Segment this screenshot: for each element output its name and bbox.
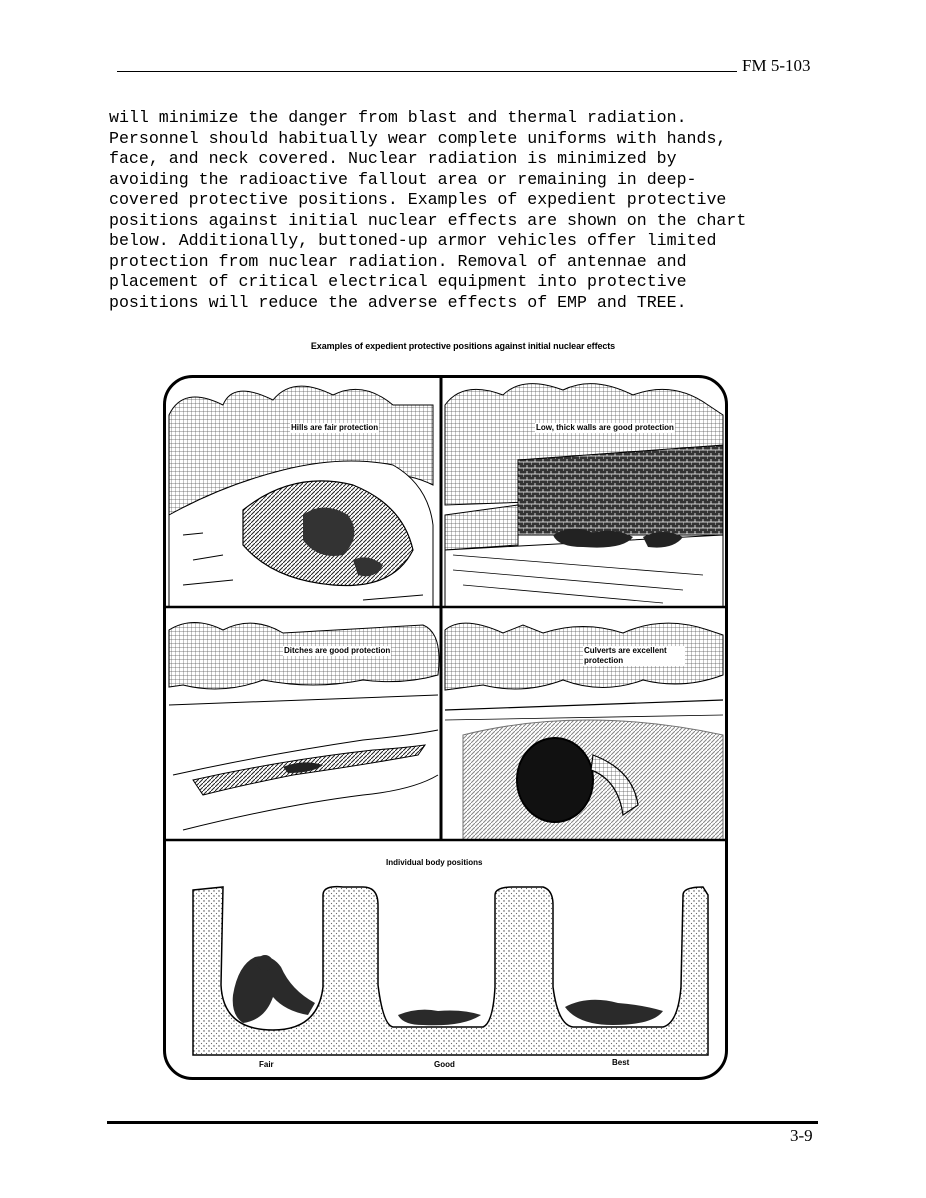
culverts-label: Culverts are excellent protection	[583, 646, 685, 666]
ditches-label: Ditches are good protection	[284, 646, 391, 655]
body-paragraph: will minimize the danger from blast and thermal radiation. Personnel should habitually wear complete uniforms with hands, face, and neck covered. Nuclear radiation is minimized by avoiding the radioactive fallout area or remaining in deep- covered protective positions. Examples of expedient protective positions against initial nuclear effects are shown on the chart below. Additionally, buttoned-up armor vehicles offer limited protection from nuclear radiation. Removal of antennae and placement of critical electrical equipment into protective positions will reduce the adverse effects of EMP and TREE.	[109, 108, 747, 312]
figure-illustration	[163, 375, 728, 1080]
header-rule	[117, 71, 737, 72]
figure-caption: Examples of expedient protective positions against initial nuclear effects	[310, 341, 616, 351]
page-number: 3-9	[790, 1126, 813, 1145]
walls-panel	[445, 384, 723, 607]
document-id: FM 5-103	[742, 56, 811, 75]
position-label-best: Best	[612, 1058, 630, 1067]
hills-panel	[169, 386, 433, 607]
hills-label: Hills are fair protection	[291, 423, 379, 432]
position-label-fair: Fair	[259, 1060, 274, 1069]
walls-label: Low, thick walls are good protection	[536, 423, 674, 432]
body-positions-title: Individual body positions	[386, 858, 483, 867]
position-label-good: Good	[434, 1060, 455, 1069]
footer-rule	[107, 1121, 818, 1124]
protective-positions-figure	[163, 375, 728, 1080]
